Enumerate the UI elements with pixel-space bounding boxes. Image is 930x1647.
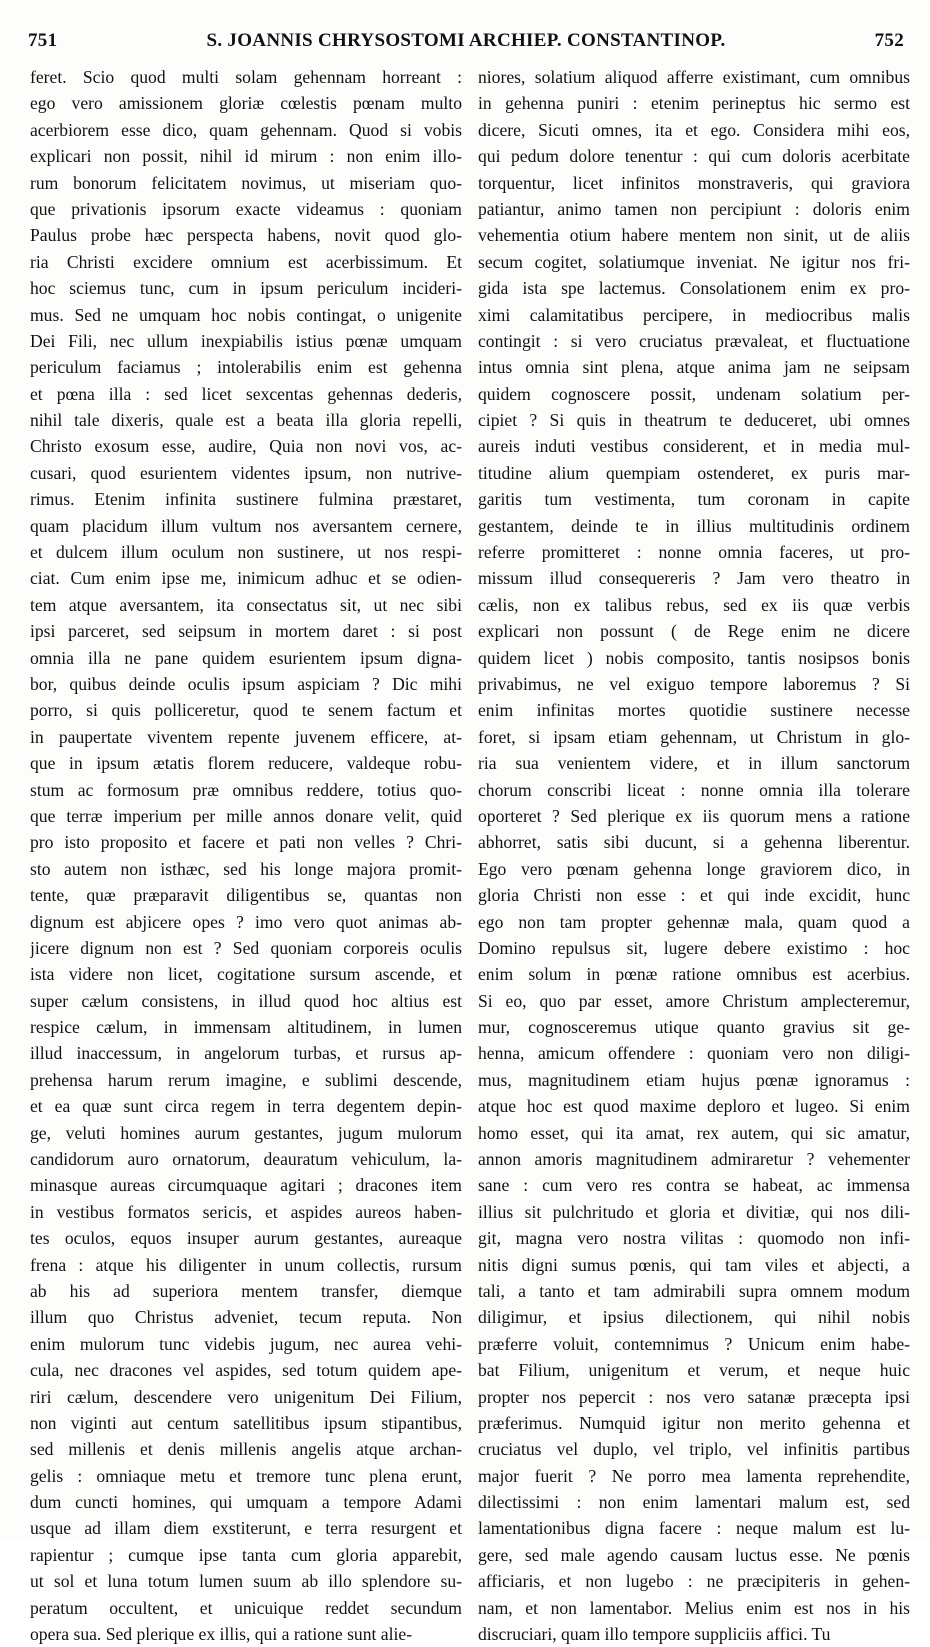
text-line: ego non tam propter gehennæ mala, quam quod a [478, 911, 910, 932]
text-line: gloria Christi non esse : et qui inde excidit, hunc [478, 885, 910, 906]
text-line: nihil tale dixeris, quale est a beata illa gloria repelli, [30, 410, 462, 431]
text-line: garitis tum vestimenta, tum coronam in capite [478, 489, 910, 510]
running-header [28, 30, 904, 60]
text-line: quam placidum illum vultum nos aversantem cernere, [30, 515, 462, 536]
text-line: explicari non possit, nihil id mirum : non enim illo- [30, 146, 462, 167]
text-line: Christo exosum esse, audire, Quia non novi vos, ac- [30, 436, 462, 457]
text-line: ciat. Cum enim ipse me, inimicum adhuc et se odien- [30, 568, 462, 589]
text-line: rum bonorum felicitatem novimus, ut miseriam quo- [30, 172, 462, 193]
text-line: ipsi parceret, sed seipsum in mortem daret : si post [30, 621, 462, 642]
text-line: præferimus. Numquid igitur non merito gehenna et [478, 1412, 910, 1433]
text-line: riri cælum, descendere vero unigenitum Dei Filium, [30, 1386, 462, 1407]
text-line: ista videre non licet, cogitatione sursum ascende, et [30, 964, 462, 985]
text-line: dilectissimi : non enim lamentari malum est, sed [478, 1492, 910, 1513]
text-line: Dei Fili, nec ullum inexpiabilis istius pœnæ umquam [30, 330, 462, 351]
text-line: stum ac formosum præ omnibus reddere, totius quo- [30, 779, 462, 800]
text-line: tes oculos, equos insuper aurum gestantes, aureaque [30, 1228, 462, 1249]
text-line: dicere, Sicuti omnes, ita et ego. Considera mihi eos, [478, 119, 910, 140]
text-line: oporteret ? Sed plerique ex iis quorum mens a ratione [478, 805, 910, 826]
text-line: in paupertate viventem repente juvenem efficere, at- [30, 726, 462, 747]
text-line: que in ipsum ætatis florem reducere, valdeque robu- [30, 753, 462, 774]
text-line: Paulus probe hæc perspecta habens, novit quod glo- [30, 225, 462, 246]
text-line: rapientur ; cumque ipse tanta cum gloria apparebit, [30, 1544, 462, 1565]
text-line: major fuerit ? Ne porro mea lamenta reprehendite, [478, 1465, 910, 1486]
text-line: quidem cognoscere possit, undenam solatium per- [478, 383, 910, 404]
text-line: præferre voluit, contemnimus ? Unicum enim habe- [478, 1333, 910, 1354]
text-line: titudine alium quempiam ostenderet, ex puris mar- [478, 462, 910, 483]
text-line: cælis, non ex talibus rebus, sed ex iis quæ verbis [478, 594, 910, 615]
text-line: Domino repulsus sit, lugere debere existimo : hoc [478, 937, 910, 958]
text-line: niores, solatium aliquod afferre existimant, cum omnibus [478, 67, 910, 87]
text-line: gere, sed male agendo causam luctus esse. Ne pœnis [478, 1544, 910, 1565]
text-line: ab his ad superiora mentem transfer, diemque [30, 1280, 462, 1301]
text-line: candidorum auro ornatorum, deauratum vehiculum, la- [30, 1149, 462, 1170]
text-line: minasque aureas circumquaque agitari ; dracones item [30, 1175, 462, 1196]
text-line: patiantur, animo tamen non percipiunt : doloris enim [478, 198, 910, 219]
text-line: secum cogitet, solatiumque inveniat. Ne igitur nos fri- [478, 251, 910, 272]
text-line: foret, si ipsam etiam gehennam, ut Christum in glo- [478, 726, 910, 747]
text-column-right [478, 64, 910, 1647]
text-line: referre promitteret : nonne omnia faceres, ut pro- [478, 542, 910, 563]
text-line: usque ad illam diem exstiterunt, e terra resurgent et [30, 1518, 462, 1539]
text-line: super cælum consistens, in illud quod hoc altius est [30, 990, 462, 1011]
text-line: intus omnia sint plena, atque anima jam ne seipsam [478, 357, 910, 378]
text-line: quidem licet ) nobis composito, tantis nosipsos bonis [478, 647, 910, 668]
text-line: que privationis ipsorum exacte videamus : quoniam [30, 198, 462, 219]
text-line: prehensa harum rerum imagine, e sublimi descende, [30, 1069, 462, 1090]
text-line: contingit : si vero cruciatus prævaleat, et fluctuatione [478, 330, 910, 351]
text-line: periculum faciamus ; intolerabilis enim est gehenna [30, 357, 462, 378]
text-line: discruciari, quam illo tempore suppliciis affici. Tu [478, 1624, 831, 1645]
text-line: et dulcem illum oculum non sustinere, ut nos respi- [30, 542, 462, 563]
text-line: cula, nec dracones vel aspides, sed totum quidem ape- [30, 1360, 462, 1381]
text-line: ria Christi excidere omnium est acerbissimum. Et [30, 251, 462, 272]
text-line: ut sol et luna totum lumen suum ab illo splendore su- [30, 1571, 462, 1592]
text-line: abhorret, satis sibi ducunt, si a gehenna liberentur. [478, 832, 910, 853]
page-number-left: 751 [28, 30, 58, 51]
text-line: rimus. Etenim infinita sustinere fulmina præstaret, [30, 489, 462, 510]
running-title: S. JOANNIS CHRYSOSTOMI ARCHIEP. CONSTANTINOP. [206, 30, 726, 51]
text-line: sane : cum vero res contra se habeat, ac immensa [478, 1175, 910, 1196]
text-line: gestantem, deinde te in illius multitudinis ordinem [478, 515, 910, 536]
text-line: henna, amicum offendere : quoniam vero non diligi- [478, 1043, 910, 1064]
text-line: aureis induti vestibus considerent, et in media mul- [478, 436, 910, 457]
text-line: Ego vero pœnam gehenna longe graviorem dico, in [478, 858, 910, 879]
text-line: sed millenis et denis millenis angelis atque archan- [30, 1439, 462, 1460]
text-line: mus. Sed ne umquam hoc nobis contingat, o unigenite [30, 304, 462, 325]
text-line: omnia illa ne pane quidem esurientem ipsum digna- [30, 647, 462, 668]
text-line: torquentur, licet infinitos monstraveris, qui graviora [478, 172, 910, 193]
text-line: pro isto proposito et facere et pati non velles ? Chri- [30, 832, 462, 853]
text-line: non viginti aut centum satellitibus ipsum stipantibus, [30, 1412, 462, 1433]
text-line: atque hoc est quod maxime deploro et lugeo. Si enim [478, 1096, 910, 1117]
text-line: lamentationibus digna facere : neque malum est lu- [478, 1518, 910, 1539]
text-line: missum illud consequereris ? Jam vero theatro in [478, 568, 910, 589]
text-line: afficiaris, et non lugebo : ne præcipiteris in gehen- [478, 1571, 910, 1592]
text-line: annon amoris magnitudinem admiraretur ? vehementer [478, 1149, 910, 1170]
text-line: explicari non possunt ( de Rege enim ne dicere [478, 621, 910, 642]
text-line: homo esset, qui ita amat, rex autem, qui sic amatur, [478, 1122, 910, 1143]
text-line: jicere dignum non est ? Sed quoniam corporeis oculis [30, 937, 462, 958]
text-line: cipiet ? Si quis in theatrum te deduceret, ubi omnes [478, 410, 910, 431]
text-line: ego vero amissionem gloriæ cœlestis pœnam multo [30, 93, 462, 114]
text-line: tali, a tanto et tam admirabili supra omnem modum [478, 1280, 910, 1301]
text-line: mur, cognosceremus utique quanto gravius sit ge- [478, 1017, 910, 1038]
text-line: chorum conscribi liceat : nonne omnia illa tolerare [478, 779, 910, 800]
text-line: ria sua venientem videre, et in illum sanctorum [478, 753, 910, 774]
text-line: in vestibus formatos sericis, et aspides aureos haben- [30, 1201, 462, 1222]
text-line: dignum est abjicere opes ? imo vero quot animas ab- [30, 911, 462, 932]
text-line: vehementia otium habere mentem non sinit, ut de aliis [478, 225, 910, 246]
text-line: nam, et non lamentabor. Melius enim est nos in his [478, 1597, 910, 1618]
text-line: cusari, quod esurientem videntes ipsum, non nutrive- [30, 462, 462, 483]
text-line: ximi calamitatibus percipere, in mediocribus malis [478, 304, 910, 325]
text-line: sto autem non isthæc, sed his longe majora promit- [30, 858, 462, 879]
text-line: hoc sciemus tunc, cum in ipsum periculum incideri- [30, 278, 462, 299]
text-line: feret. Scio quod multi solam gehennam horreant : [30, 67, 462, 87]
page-number-right: 752 [874, 30, 904, 51]
text-line: gida ista spe lactemus. Consolationem enim ex pro- [478, 278, 910, 299]
text-line: dum cuncti homines, qui umquam a tempore Adami [30, 1492, 462, 1513]
text-line: enim infinitas mortes quotidie sustinere necesse [478, 700, 910, 721]
text-line: in gehenna puniri : etenim perineptus hic sermo est [478, 93, 910, 114]
text-line: Si eo, quo par esset, amore Christum amplecteremur, [478, 990, 910, 1011]
text-line: qui pedum dolore tenentur : qui cum doloris acerbitate [478, 146, 910, 167]
text-line: peratum occultent, et unicuique reddet secundum [30, 1597, 462, 1618]
text-line: illud inaccessum, in angelorum turbas, et rursus ap- [30, 1043, 462, 1064]
text-line: illum quo Christus adveniet, tecum reputa. Non [30, 1307, 462, 1328]
text-line: cruciatus vel duplo, vel triplo, vel infinitis partibus [478, 1439, 910, 1460]
text-line: tem atque aversantem, ita consectatus sit, ut nec sibi [30, 594, 462, 615]
text-line: et pœna illa : sed licet sexcentas gehennas dederis, [30, 383, 462, 404]
text-line: respice cælum, in immensam altitudinem, in lumen [30, 1017, 462, 1038]
text-line: acerbiorem esse dico, quam gehennam. Quod si vobis [30, 119, 462, 140]
text-column-left [30, 64, 462, 1647]
text-line: enim solum in pœnæ ratione omnibus est acerbius. [478, 964, 910, 985]
text-line: mus, magnitudinem etiam hujus pœnæ ignoramus : [478, 1069, 910, 1090]
text-line: tente, quæ præparavit diligentibus se, quantas non [30, 885, 462, 906]
text-line: diligimur, et ipsius dilectionem, qui nihil nobis [478, 1307, 910, 1328]
text-line: et ea quæ sunt circa regem in terra degentem depin- [30, 1096, 462, 1117]
text-line: frena : atque his diligenter in unum collectis, rursum [30, 1254, 462, 1275]
text-line: privabimus, ne vel exiguo tempore laboremus ? Si [478, 673, 910, 694]
text-line: git, magna vero nostra vilitas : quomodo non infi- [478, 1228, 910, 1249]
text-line: illius sit pulchritudo et gloria et divitiæ, qui nos dili- [478, 1201, 910, 1222]
text-line: bor, quibus deinde oculis ipsum aspiciam ? Dic mihi [30, 673, 462, 694]
text-line: que terræ imperium per mille annos donare velit, quid [30, 805, 462, 826]
text-line: gelis : omniaque metu et tremore tunc plena erunt, [30, 1465, 462, 1486]
text-line: opera sua. Sed plerique ex illis, qui a ratione sunt alie- [30, 1624, 413, 1645]
text-line: ge, veluti homines aurum gestantes, jugum mulorum [30, 1122, 462, 1143]
text-line: enim mulorum tunc videbis jugum, nec aurea vehi- [30, 1333, 462, 1354]
text-line: nitis digni sumus pœnis, qui tam viles et abjecti, a [478, 1254, 910, 1275]
text-line: propter nos pepercit : nos vero satanæ præcepta ipsi [478, 1386, 910, 1407]
text-line: porro, si quis polliceretur, quod te senem factum et [30, 700, 462, 721]
text-line: bat Filium, unigenitum et verum, et neque huic [478, 1360, 910, 1381]
